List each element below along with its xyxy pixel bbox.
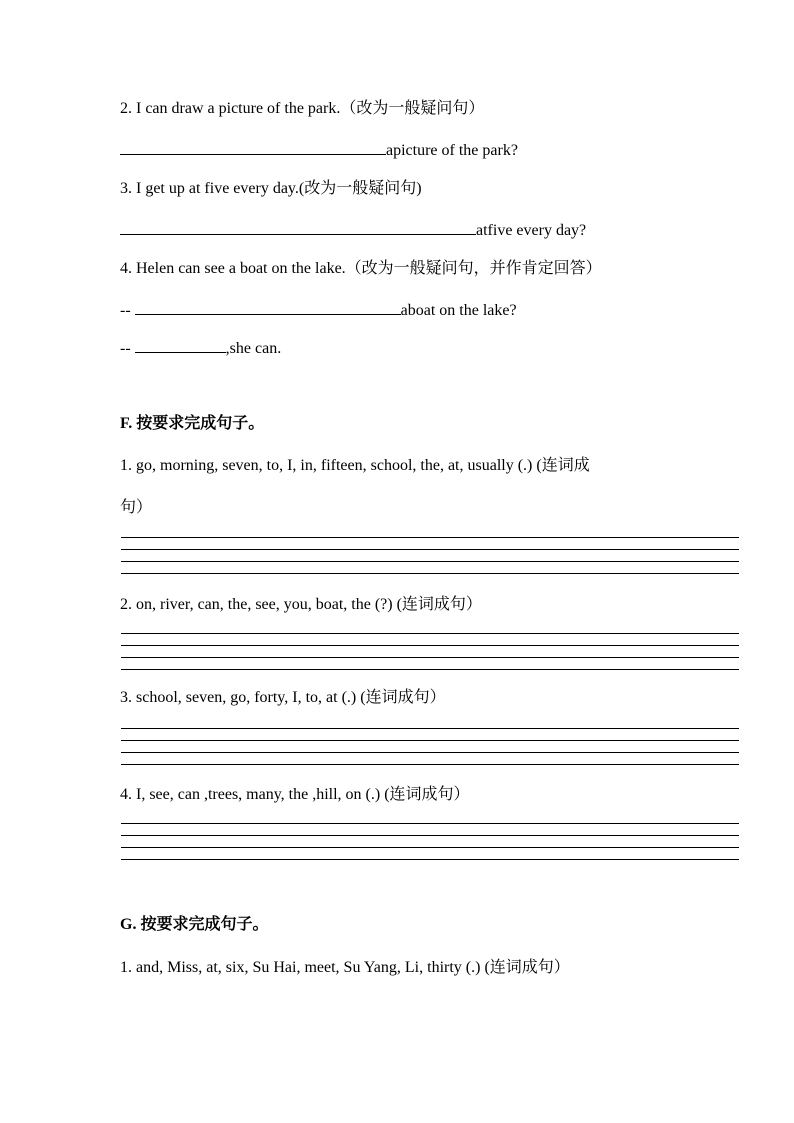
answer-line-e3 <box>120 220 586 241</box>
writing-line <box>121 752 739 753</box>
writing-line <box>121 835 739 836</box>
answer-line-e2 <box>120 140 518 161</box>
question-f1-prompt-cont: 句） <box>120 499 153 516</box>
question-e2-prompt: 2. I can draw a picture of the park.（改为一般疑问句） <box>120 100 485 117</box>
question-e4-prompt: 4. Helen can see a boat on the lake.（改为一般疑问句，并作肯定回答） <box>120 260 602 277</box>
question-f4-prompt: 4. I, see, can ,trees, many, the ,hill, on (.) (连词成句） <box>120 786 470 803</box>
answer-blank[interactable] <box>135 300 401 315</box>
dash-marker: -- <box>120 340 131 357</box>
answer-tail: apicture of the park? <box>386 142 518 159</box>
writing-line <box>121 657 739 658</box>
section-g-heading: G. 按要求完成句子。 <box>120 916 269 933</box>
answer-blank[interactable] <box>135 338 226 353</box>
writing-line <box>121 728 739 729</box>
dash-marker: -- <box>120 302 131 319</box>
writing-line <box>121 645 739 646</box>
answer-line-e4-reply <box>120 338 281 359</box>
reply-tail: ,she can. <box>225 340 282 357</box>
writing-line <box>121 859 739 860</box>
answer-blank[interactable] <box>120 220 476 235</box>
writing-line <box>121 847 739 848</box>
answer-tail: atfive every day? <box>476 222 587 239</box>
question-e3-prompt: 3. I get up at five every day.(改为一般疑问句) <box>120 180 422 197</box>
section-f-heading: F. 按要求完成句子。 <box>120 415 265 432</box>
writing-line <box>121 764 739 765</box>
question-g1-prompt: 1. and, Miss, at, six, Su Hai, meet, Su Yang, Li, thirty (.) (连词成句） <box>120 959 570 976</box>
question-f2-prompt: 2. on, river, can, the, see, you, boat, the (?) (连词成句） <box>120 596 482 613</box>
writing-line <box>121 740 739 741</box>
answer-blank[interactable] <box>120 140 386 155</box>
writing-line <box>121 561 739 562</box>
writing-line <box>121 537 739 538</box>
answer-tail: aboat on the lake? <box>400 302 517 319</box>
writing-line <box>121 669 739 670</box>
writing-line <box>121 549 739 550</box>
writing-line <box>121 633 739 634</box>
question-f1-prompt: 1. go, morning, seven, to, I, in, fifteen, school, the, at, usually (.) (连词成 <box>120 457 590 474</box>
question-f3-prompt: 3. school, seven, go, forty, I, to, at (.) (连词成句） <box>120 689 446 706</box>
answer-line-e4-question <box>120 300 517 321</box>
writing-line <box>121 823 739 824</box>
writing-line <box>121 573 739 574</box>
